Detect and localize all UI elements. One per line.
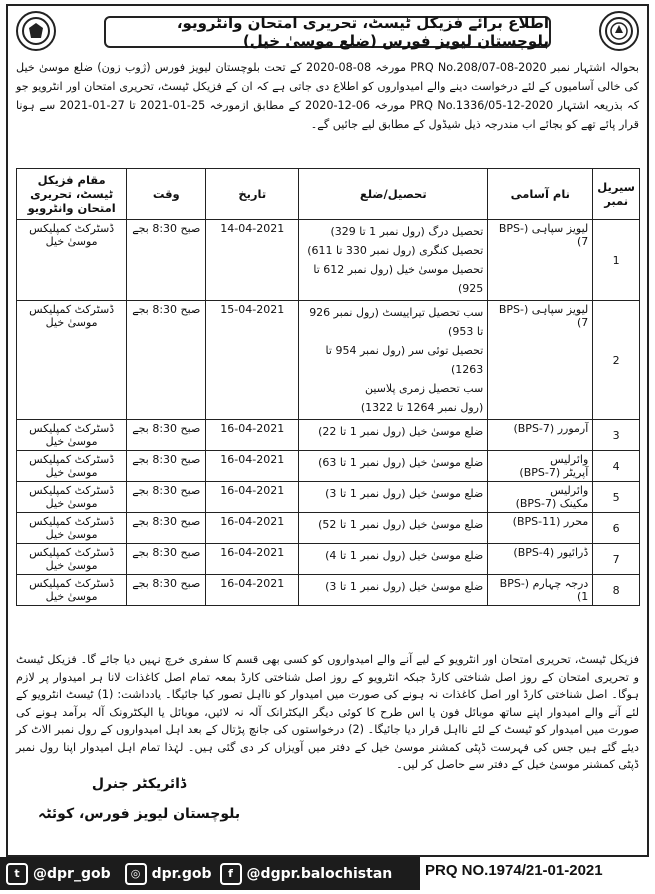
serial-cell: 5	[593, 482, 640, 513]
post-cell: ڈرائیور (BPS-4)	[488, 544, 593, 575]
date-cell: 16-04-2021	[206, 575, 299, 606]
notice-header	[8, 6, 647, 58]
tehsil-cell: ضلع موسیٰ خیل (رول نمبر 1 تا 3)	[299, 482, 488, 513]
signature-org: بلوچستان لیویز فورس، کوئٹہ	[38, 806, 241, 822]
twitter-icon: t	[6, 863, 28, 885]
table-header-row	[17, 169, 640, 220]
header-tehsil: تحصیل/ضلع	[299, 169, 488, 220]
serial-cell: 4	[593, 451, 640, 482]
instagram-label: dpr.gob	[151, 865, 212, 882]
instagram-handle[interactable]	[125, 863, 212, 885]
time-cell: صبح 8:30 بجے	[127, 513, 206, 544]
post-cell: لیویز سپاہی (BPS-7)	[488, 220, 593, 301]
post-cell: محرر (BPS-11)	[488, 513, 593, 544]
venue-cell: ڈسٹرکٹ کمپلیکس موسیٰ خیل	[17, 544, 127, 575]
notice-page	[6, 4, 649, 857]
instructions-paragraph: فزیکل ٹیسٹ، تحریری امتحان اور انٹرویو کے لیے آنے والے امیدواروں کو کسی بھی قسم کا سفری خرچ نہیں دیا جائے گا۔ فزیکل ٹیسٹ و تحریری امتحان کے روز اصل شناختی کارڈ جبکہ انٹرویو کے روز اصل شناختی کارڈ بمعہ تمام اصل کاغذات لانا ہر امیدوار پر لازم ہوگا۔ اصل شناختی کارڈ اور اصل کاغذات نہ ہونے کی صورت میں امیدوار کو نااہل تصور کیا جائیگا۔ یادداشت: (1) ٹیسٹ انٹرویو کے لئے آنے والے امیدوار اپنے ساتھ موبائل فون یا اس طرح کا کوئی دیگر الیکٹرانک آلہ نہ لائیں، موبائل یا الیکٹرونک آلہ برآمد ہونے کی صورت میں امیدوار کو ٹیسٹ کے لئے نااہل قرار دیا جائیگا۔ (2) درخواستوں کی جانچ پڑتال کے بعد اہل امیدواروں کے رول نمبر الاٹ کر دیئے گئے ہیں جس کی فہرست ڈپٹی کمشنر موسیٰ خیل کے دفتر میں آویزاں کر دی گئی ہیں۔ لہٰذا تمام اہل امیدوار اپنا رول نمبر ڈپٹی کمشنر موسیٰ خیل کے دفتر سے حاصل کر لیں۔	[16, 653, 640, 771]
signature-title: ڈائریکٹر جنرل	[91, 776, 187, 792]
instagram-icon: ◎	[125, 863, 147, 885]
serial-cell: 7	[593, 544, 640, 575]
date-cell: 16-04-2021	[206, 482, 299, 513]
government-seal-icon	[599, 11, 639, 51]
table-row	[17, 482, 640, 513]
venue-cell: ڈسٹرکٹ کمپلیکس موسیٰ خیل	[17, 420, 127, 451]
venue-cell: ڈسٹرکٹ کمپلیکس موسیٰ خیل	[17, 451, 127, 482]
venue-cell: ڈسٹرکٹ کمپلیکس موسیٰ خیل	[17, 301, 127, 420]
time-cell: صبح 8:30 بجے	[127, 482, 206, 513]
serial-cell: 8	[593, 575, 640, 606]
serial-cell: 1	[593, 220, 640, 301]
time-cell: صبح 8:30 بجے	[127, 544, 206, 575]
date-cell: 15-04-2021	[206, 301, 299, 420]
venue-cell: ڈسٹرکٹ کمپلیکس موسیٰ خیل	[17, 220, 127, 301]
serial-cell: 3	[593, 420, 640, 451]
facebook-icon: f	[220, 863, 242, 885]
facebook-label: @dgpr.balochistan	[246, 865, 393, 882]
header-date: تاریخ	[206, 169, 299, 220]
venue-cell: ڈسٹرکٹ کمپلیکس موسیٰ خیل	[17, 513, 127, 544]
table-row	[17, 451, 640, 482]
tehsil-cell: سب تحصیل تیراییسٹ (رول نمبر 926 تا 953) تحصیل توئی سر (رول نمبر 954 تا 1263) سب تحصیل زمری پلاسین (رول نمبر 1264 تا 1322)	[299, 301, 488, 420]
time-cell: صبح 8:30 بجے	[127, 575, 206, 606]
date-cell: 14-04-2021	[206, 220, 299, 301]
date-cell: 16-04-2021	[206, 451, 299, 482]
twitter-label: @dpr_gob	[33, 865, 111, 882]
tehsil-cell: ضلع موسیٰ خیل (رول نمبر 1 تا 52)	[299, 513, 488, 544]
header-serial: سیریل نمبر	[593, 169, 640, 220]
table-row	[17, 544, 640, 575]
venue-cell: ڈسٹرکٹ کمپلیکس موسیٰ خیل	[17, 482, 127, 513]
tehsil-cell: ضلع موسیٰ خیل (رول نمبر 1 تا 4)	[299, 544, 488, 575]
serial-cell: 6	[593, 513, 640, 544]
post-cell: لیویز سپاہی (BPS-7)	[488, 301, 593, 420]
social-media-bar	[0, 857, 420, 890]
post-cell: وائرلیس آپریٹر (BPS-7)	[488, 451, 593, 482]
facebook-handle[interactable]	[220, 863, 393, 885]
table-row	[17, 575, 640, 606]
time-cell: صبح 8:30 بجے	[127, 420, 206, 451]
header-venue: مقام فزیکل ٹیسٹ، تحریری امتحان وانٹرویو	[17, 169, 127, 220]
time-cell: صبح 8:30 بجے	[127, 220, 206, 301]
intro-paragraph: بحوالہ اشتہار نمبر PRQ No.208/07-08-2020 مورخہ 08-08-2020 کے تحت بلوچستان لیویز فورس (ژوب زون) ضلع موسیٰ خیل کی خالی آسامیوں کے لئے درخواست دینے والے امیدواروں کو اطلاع دی جاتی ہے کہ ان کے فزیکل ٹیسٹ، تحریری امتحان اور انٹرویو جو کہ بذریعہ اشتہار PRQ No.1336/05-12-2020 مورخہ 06-12-2020 کے مطابق ازمورخہ 25-01-2021 تا 27-01-2021 سے ہونا قرار پائے تھے کو بجائے اب مندرجہ ذیل شیڈول کے مطابق لیے جائیں گے۔	[16, 61, 640, 131]
time-cell: صبح 8:30 بجے	[127, 301, 206, 420]
twitter-handle[interactable]	[6, 863, 111, 885]
tehsil-cell: ضلع موسیٰ خیل (رول نمبر 1 تا 3)	[299, 575, 488, 606]
tehsil-cell: ضلع موسیٰ خیل (رول نمبر 1 تا 22)	[299, 420, 488, 451]
venue-cell: ڈسٹرکٹ کمپلیکس موسیٰ خیل	[17, 575, 127, 606]
notice-title: اطلاع برائے فزیکل ٹیسٹ، تحریری امتحان وانٹرویو، بلوچستان لیویز فورس (ضلع موسیٰ خیل)	[104, 16, 551, 48]
serial-cell: 2	[593, 301, 640, 420]
date-cell: 16-04-2021	[206, 544, 299, 575]
table-row	[17, 513, 640, 544]
date-cell: 16-04-2021	[206, 420, 299, 451]
header-post: نام آسامی	[488, 169, 593, 220]
post-cell: آرمورر (BPS-7)	[488, 420, 593, 451]
table-row	[17, 301, 640, 420]
post-cell: درجہ چہارم (BPS-1)	[488, 575, 593, 606]
header-time: وقت	[127, 169, 206, 220]
signature-block	[38, 776, 240, 822]
levies-logo-icon	[16, 11, 56, 51]
schedule-table	[16, 168, 640, 606]
date-cell: 16-04-2021	[206, 513, 299, 544]
tehsil-cell: ضلع موسیٰ خیل (رول نمبر 1 تا 63)	[299, 451, 488, 482]
prq-number: PRQ NO.1974/21-01-2021	[425, 862, 603, 879]
post-cell: وائرلیس مکینک (BPS-7)	[488, 482, 593, 513]
table-row	[17, 220, 640, 301]
table-row	[17, 420, 640, 451]
tehsil-cell: تحصیل درگ (رول نمبر 1 تا 329) تحصیل کنگری (رول نمبر 330 تا 611) تحصیل موسیٰ خیل (رول نمبر 612 تا 925)	[299, 220, 488, 301]
time-cell: صبح 8:30 بجے	[127, 451, 206, 482]
